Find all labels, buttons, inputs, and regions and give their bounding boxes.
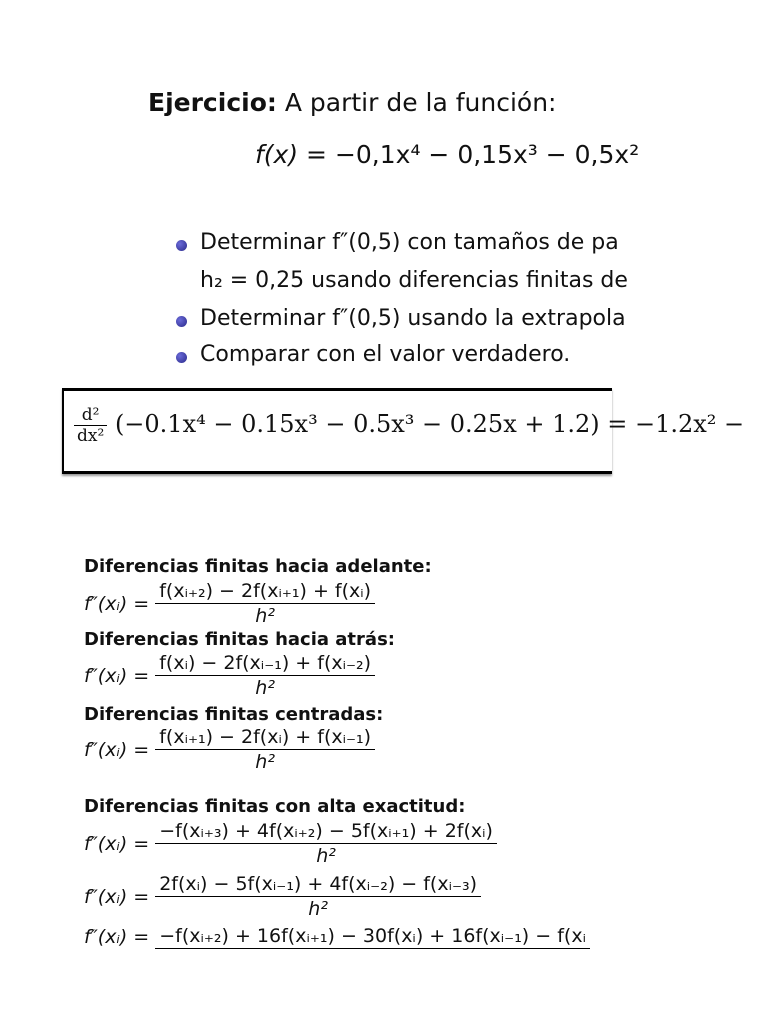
high-1-fraction <box>155 820 497 867</box>
function-definition <box>255 140 639 169</box>
task-2-text: Determinar f″(0,5) usando la extrapola <box>200 306 626 331</box>
backward-denominator: h² <box>255 677 275 699</box>
backward-lhs: f″(xᵢ) = <box>84 664 150 687</box>
high-1-denominator: h² <box>316 845 336 867</box>
finite-differences-section <box>0 540 612 950</box>
forward-formula <box>84 580 375 627</box>
backward-fraction <box>155 652 375 699</box>
function-rhs: −0,1x⁴ − 0,15x³ − 0,5x² <box>334 140 640 169</box>
backward-formula <box>84 652 375 699</box>
centered-numerator: f(xᵢ₊₁) − 2f(xᵢ) + f(xᵢ₋₁) <box>155 726 375 750</box>
task-item-3 <box>172 344 570 366</box>
centered-fraction <box>155 726 375 773</box>
exercise-heading <box>148 88 556 117</box>
derivative-numerator: d² <box>74 405 107 426</box>
centered-title: Diferencias finitas centradas: <box>84 704 384 725</box>
forward-fraction <box>155 580 375 627</box>
task-item-1 <box>172 232 619 254</box>
high-2-lhs: f″(xᵢ) = <box>84 885 150 908</box>
high-2-fraction <box>155 873 481 920</box>
forward-title: Diferencias finitas hacia adelante: <box>84 556 432 577</box>
forward-lhs: f″(xᵢ) = <box>84 592 150 615</box>
high-3-lhs: f″(xᵢ) = <box>84 926 150 948</box>
second-derivative-formula-box <box>62 388 745 474</box>
forward-numerator: f(xᵢ₊₂) − 2f(xᵢ₊₁) + f(xᵢ) <box>155 580 375 604</box>
exercise-label: Ejercicio: <box>148 88 277 117</box>
task-1-line-2: h₂ = 0,25 usando diferencias finitas de <box>200 268 628 293</box>
high-accuracy-formula-2 <box>84 873 481 920</box>
task-1-line-1: Determinar f″(0,5) con tamaños de pa <box>200 230 619 255</box>
high-accuracy-formula-1 <box>84 820 497 867</box>
high-accuracy-title: Diferencias finitas con alta exactitud: <box>84 796 466 817</box>
high-1-numerator: −f(xᵢ₊₃) + 4f(xᵢ₊₂) − 5f(xᵢ₊₁) + 2f(xᵢ) <box>155 820 497 844</box>
exercise-panel <box>0 0 640 380</box>
derivative-denominator: dx² <box>77 426 105 446</box>
second-derivative-formula <box>74 405 744 446</box>
bullet-icon <box>176 240 187 251</box>
task-3-text: Comparar con el valor verdadero. <box>200 342 571 367</box>
bullet-icon <box>176 352 187 363</box>
high-1-lhs: f″(xᵢ) = <box>84 832 150 855</box>
forward-denominator: h² <box>255 605 275 627</box>
high-2-denominator: h² <box>308 898 328 920</box>
backward-title: Diferencias finitas hacia atrás: <box>84 629 395 650</box>
high-accuracy-formula-3 <box>84 925 590 949</box>
bullet-icon <box>176 316 187 327</box>
task-item-2 <box>172 308 626 330</box>
centered-lhs: f″(xᵢ) = <box>84 738 150 761</box>
function-lhs: f(x) = <box>255 140 335 169</box>
exercise-intro: A partir de la función: <box>276 88 557 117</box>
centered-formula <box>84 726 375 773</box>
high-3-fraction <box>155 925 590 949</box>
derivative-operator <box>74 405 107 446</box>
backward-numerator: f(xᵢ) − 2f(xᵢ₋₁) + f(xᵢ₋₂) <box>155 652 375 676</box>
high-2-numerator: 2f(xᵢ) − 5f(xᵢ₋₁) + 4f(xᵢ₋₂) − f(xᵢ₋₃) <box>155 873 481 897</box>
derivative-body: (−0.1x⁴ − 0.15x³ − 0.5x³ − 0.25x + 1.2) = −1.2x² − <box>114 410 745 438</box>
centered-denominator: h² <box>255 751 275 773</box>
high-3-numerator: −f(xᵢ₊₂) + 16f(xᵢ₊₁) − 30f(xᵢ) + 16f(xᵢ₋₁) − f(xᵢ <box>155 925 590 949</box>
